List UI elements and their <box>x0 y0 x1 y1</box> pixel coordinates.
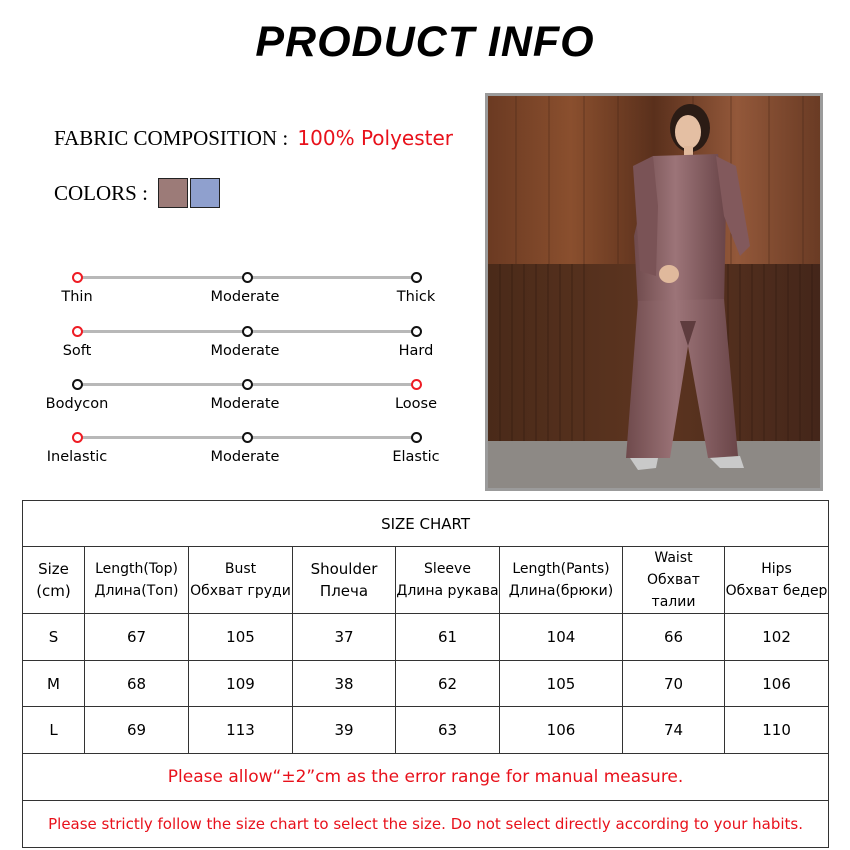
scale-dot-left <box>72 379 83 390</box>
table-cell: 105 <box>500 661 623 707</box>
scale-label-mid: Moderate <box>210 396 280 412</box>
scale-label-mid: Moderate <box>210 343 280 359</box>
model-illustration <box>488 96 820 488</box>
header-line1: Shoulder <box>310 560 378 578</box>
table-cell: 106 <box>500 707 623 754</box>
header-line1: Hips <box>761 561 792 577</box>
header-line1: Sleeve <box>424 561 471 577</box>
table-cell: 67 <box>85 614 189 661</box>
scale-label-left: Soft <box>62 343 92 359</box>
table-cell: 62 <box>396 661 500 707</box>
scale-label-right: Hard <box>398 343 434 359</box>
table-cell: 106 <box>725 661 829 707</box>
error-range-note: Please allow“±2”cm as the error range for manual measure. <box>23 754 829 801</box>
header-line2: Обхват талии <box>647 572 700 610</box>
table-row <box>23 614 829 661</box>
scale-elasticity <box>0 432 480 482</box>
col-header-shoulder <box>293 547 396 614</box>
header-line2: Длина(Топ) <box>94 583 179 599</box>
col-header-length-pants <box>500 547 623 614</box>
header-line1: Length(Top) <box>95 561 178 577</box>
header-line1: Size <box>38 560 69 578</box>
header-line1: Bust <box>224 561 257 577</box>
scale-dot-left <box>72 272 83 283</box>
col-header-size <box>23 547 85 614</box>
col-header-sleeve <box>396 547 500 614</box>
fabric-label: FABRIC COMPOSITION : <box>54 126 289 150</box>
table-cell: 63 <box>396 707 500 754</box>
scale-label-right: Loose <box>394 396 438 412</box>
header-line2: Длина(брюки) <box>508 583 614 599</box>
scale-fit <box>0 379 480 429</box>
scale-dot-right <box>411 272 422 283</box>
header-line1: Length(Pants) <box>512 561 610 577</box>
scale-label-right: Elastic <box>392 449 440 465</box>
size-advice-row <box>23 801 829 848</box>
header-line2: (cm) <box>36 582 71 600</box>
scale-label-left: Inelastic <box>46 449 108 465</box>
scale-label-mid: Moderate <box>210 449 280 465</box>
table-cell: 66 <box>623 614 725 661</box>
col-header-hips <box>725 547 829 614</box>
header-line2: Длина рукава <box>396 583 499 599</box>
table-cell: 37 <box>293 614 396 661</box>
size-chart-caption-row <box>23 501 829 547</box>
scale-label-left: Bodycon <box>45 396 109 412</box>
color-swatch-mauve[interactable] <box>158 178 188 208</box>
scale-dot-left <box>72 432 83 443</box>
table-cell: 39 <box>293 707 396 754</box>
table-cell: L <box>23 707 85 754</box>
table-cell: 104 <box>500 614 623 661</box>
table-cell: 69 <box>85 707 189 754</box>
page-title: PRODUCT INFO <box>255 18 595 66</box>
scale-dot-right <box>411 432 422 443</box>
table-cell: S <box>23 614 85 661</box>
size-advice-note: Please strictly follow the size chart to select the size. Do not select directly according to your habits. <box>23 801 829 848</box>
table-cell: 113 <box>189 707 293 754</box>
scale-dot-mid <box>242 379 253 390</box>
scale-dot-left <box>72 326 83 337</box>
table-cell: 38 <box>293 661 396 707</box>
table-cell: 109 <box>189 661 293 707</box>
size-chart-header-row <box>23 547 829 614</box>
scale-thickness <box>0 272 480 322</box>
table-cell: 105 <box>189 614 293 661</box>
size-chart-title: SIZE CHART <box>23 501 829 547</box>
product-photo <box>485 93 823 491</box>
colors-label: COLORS : <box>54 180 148 205</box>
table-cell: 74 <box>623 707 725 754</box>
colors-row <box>54 178 220 208</box>
header-line1: Waist <box>654 550 693 566</box>
header-line2: Обхват бедер <box>725 583 828 599</box>
scale-dot-right <box>411 326 422 337</box>
scale-softness <box>0 326 480 376</box>
fabric-value: 100% Polyester <box>297 126 454 150</box>
scale-dot-right <box>411 379 422 390</box>
fabric-composition <box>54 126 453 151</box>
scale-dot-mid <box>242 272 253 283</box>
header-line2: Обхват груди <box>190 583 291 599</box>
header-line2: Плеча <box>319 582 369 600</box>
table-cell: 61 <box>396 614 500 661</box>
scale-label-mid: Moderate <box>210 289 280 305</box>
table-cell: 68 <box>85 661 189 707</box>
table-cell: 70 <box>623 661 725 707</box>
table-cell: 110 <box>725 707 829 754</box>
table-row <box>23 661 829 707</box>
col-header-length-top <box>85 547 189 614</box>
scale-dot-mid <box>242 432 253 443</box>
table-cell: M <box>23 661 85 707</box>
col-header-waist <box>623 547 725 614</box>
table-row <box>23 707 829 754</box>
table-cell: 102 <box>725 614 829 661</box>
scale-label-left: Thin <box>61 289 93 305</box>
scale-label-right: Thick <box>396 289 436 305</box>
scale-dot-mid <box>242 326 253 337</box>
color-swatch-blue[interactable] <box>190 178 220 208</box>
size-chart-table <box>22 500 829 848</box>
error-range-row <box>23 754 829 801</box>
col-header-bust <box>189 547 293 614</box>
